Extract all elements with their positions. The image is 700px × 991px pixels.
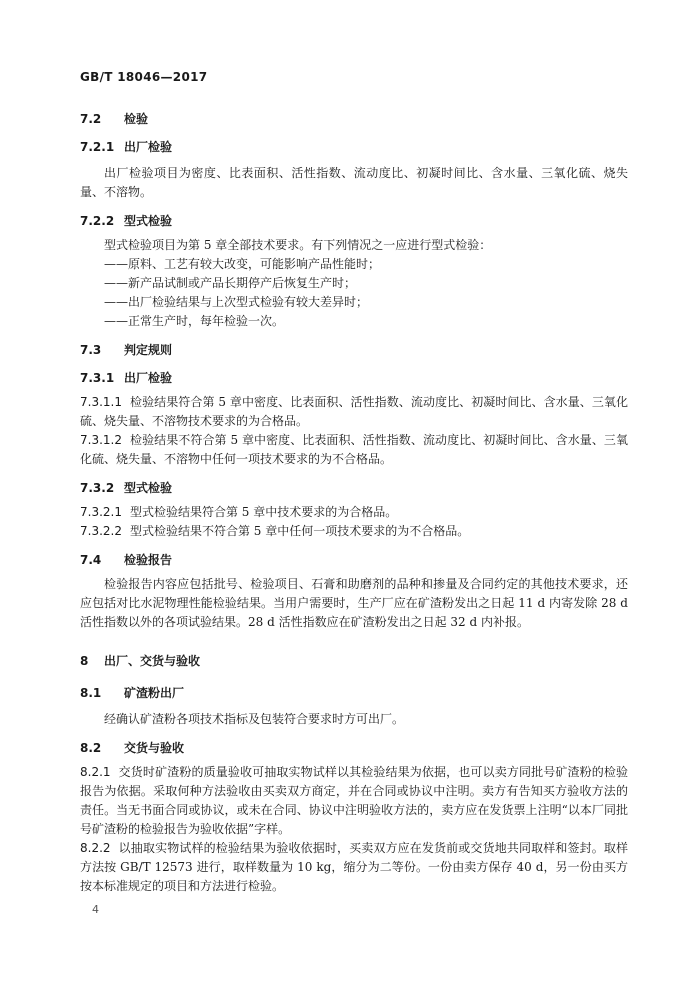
section-number: 7.3 [80, 343, 102, 357]
section-number: 7.4 [80, 553, 102, 567]
section-heading-7-4 [80, 553, 628, 567]
clause-8-2-1 [80, 763, 628, 839]
section-heading-7-3 [80, 343, 628, 357]
section-title: 交货与验收 [124, 741, 185, 755]
clause-7-3-1-1 [80, 393, 628, 431]
section-number: 7.2.2 [80, 214, 115, 228]
section-heading-7-2 [80, 112, 628, 126]
section-title: 出厂检验 [124, 140, 173, 154]
section-number: 8.2 [80, 741, 102, 755]
clause-7-3-2-2 [80, 522, 628, 541]
clause-number: 8.2.1 [80, 765, 111, 779]
section-title: 出厂检验 [124, 371, 173, 385]
clause-8-2-2 [80, 839, 628, 896]
clause-text: 型式检验结果不符合第 5 章中任何一项技术要求的为不合格品。 [129, 524, 470, 538]
clause-number: 7.3.1.2 [80, 433, 122, 447]
section-heading-8 [80, 654, 628, 668]
section-number: 8 [80, 654, 89, 668]
section-heading-7-2-2 [80, 214, 628, 228]
section-heading-7-3-2 [80, 481, 628, 495]
list-item: ——新产品试制或产品长期停产后恢复生产时； [104, 276, 357, 290]
clause-number: 7.3.2.1 [80, 505, 122, 519]
paragraph: 经确认矿渣粉各项技术指标及包装符合要求时方可出厂。 [104, 712, 405, 726]
clause-text: 检验结果不符合第 5 章中密度、比表面积、活性指数、流动度比、初凝时间比、含水量、三氧化硫、烧失量、不溶物中任何一项技术要求的为不合格品。 [80, 433, 628, 466]
paragraph: 出厂检验项目为密度、比表面积、活性指数、流动度比、初凝时间比、含水量、三氧化硫、烧失量、不溶物。 [80, 166, 628, 199]
section-title: 判定规则 [124, 343, 173, 357]
paragraph: 型式检验项目为第 5 章全部技术要求。有下列情况之一应进行型式检验： [104, 238, 492, 252]
section-title: 型式检验 [124, 481, 173, 495]
section-number: 8.1 [80, 686, 102, 700]
section-heading-8-1 [80, 686, 628, 700]
paragraph: 检验报告内容应包括批号、检验项目、石膏和助磨剂的品种和掺量及合同约定的其他技术要求，还应包括对比水泥物理性能检验结果。当用户需要时，生产厂应在矿渣粉发出之日起 11 d 内寄发除 28 d 活性指数以外的各项试验结果。28 d 活性指数应在矿渣粉发出之日起 32 d 内补报。 [80, 577, 628, 629]
clause-text: 交货时矿渣粉的质量验收可抽取实物试样以其检验结果为依据，也可以卖方同批号矿渣粉的检验报告为依据。采取何种方法验收由买卖双方商定，并在合同或协议中注明。卖方有告知买方验收方法的责任。当无书面合同或协议，或未在合同、协议中注明验收方法的，卖方应在发货票上注明“以本厂同批号矿渣粉的检验报告为验收依据”字样。 [80, 765, 628, 836]
clause-number: 8.2.2 [80, 841, 111, 855]
clause-text: 型式检验结果符合第 5 章中技术要求的为合格品。 [129, 505, 398, 519]
section-number: 7.3.1 [80, 371, 115, 385]
section-number: 7.3.2 [80, 481, 115, 495]
section-title: 矿渣粉出厂 [124, 686, 185, 700]
list-item: ——原料、工艺有较大改变，可能影响产品性能时； [104, 257, 381, 271]
document-body [80, 112, 628, 896]
clause-text: 以抽取实物试样的检验结果为验收依据时，买卖双方应在发货前或交货地共同取样和签封。取样方法按 GB/T 12573 进行，取样数量为 10 kg，缩分为二等份。一份由卖方保存 40 d，另一份由买方按本标准规定的项目和方法进行检验。 [80, 841, 628, 893]
section-title: 出厂、交货与验收 [104, 654, 201, 668]
section-title: 型式检验 [124, 214, 173, 228]
section-title: 检验报告 [124, 553, 173, 567]
clause-text: 检验结果符合第 5 章中密度、比表面积、活性指数、流动度比、初凝时间比、含水量、三氧化硫、烧失量、不溶物技术要求的为合格品。 [80, 395, 628, 428]
clause-7-3-1-2 [80, 431, 628, 469]
list-item: ——正常生产时，每年检验一次。 [104, 314, 285, 328]
section-title: 检验 [124, 112, 149, 126]
section-heading-7-3-1 [80, 371, 628, 385]
page-number: 4 [92, 903, 99, 916]
clause-number: 7.3.1.1 [80, 395, 122, 409]
list-item: ——出厂检验结果与上次型式检验有较大差异时； [104, 295, 369, 309]
section-heading-7-2-1 [80, 140, 628, 154]
clause-number: 7.3.2.2 [80, 524, 122, 538]
section-number: 7.2.1 [80, 140, 115, 154]
section-number: 7.2 [80, 112, 102, 126]
section-heading-8-2 [80, 741, 628, 755]
standard-code: GB/T 18046—2017 [80, 70, 208, 84]
clause-7-3-2-1 [80, 503, 628, 522]
